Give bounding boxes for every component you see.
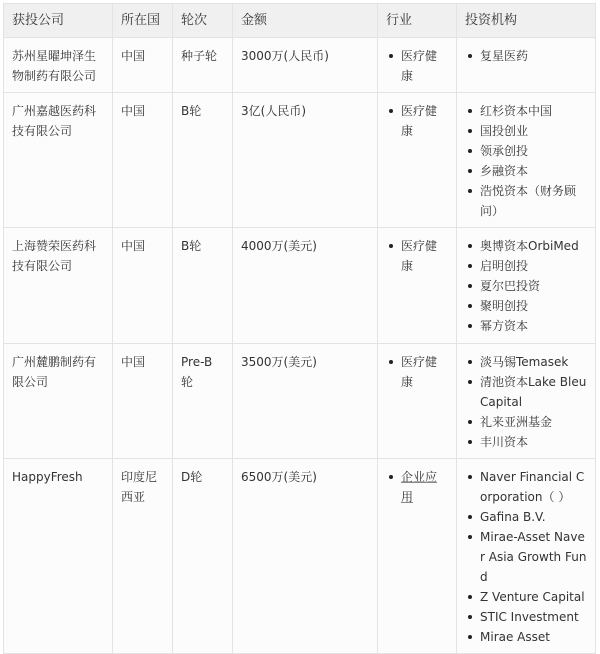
investor-label: Mirae Asset [480, 630, 550, 644]
country-cell: 中国 [113, 38, 173, 93]
investment-table [3, 3, 596, 654]
industry-cell [378, 344, 457, 459]
round-cell: D轮 [173, 459, 233, 654]
industry-label: 医疗健康 [401, 355, 438, 389]
investor-label: 夏尔巴投资 [480, 279, 541, 293]
investors-cell [457, 93, 596, 228]
header-investors: 投资机构 [457, 4, 596, 38]
investor-label: 领承创投 [480, 144, 529, 158]
investor-label: 丰川资本 [480, 435, 529, 449]
investor-label: 国投创业 [480, 124, 529, 138]
industry-list [386, 352, 448, 392]
round-cell: Pre-B轮 [173, 344, 233, 459]
investor-label: 礼来亚洲基金 [480, 415, 553, 429]
round-cell: B轮 [173, 228, 233, 344]
investor-list [465, 467, 587, 647]
bullet-icon [468, 149, 472, 153]
investor-item [465, 256, 587, 276]
investor-label: Gafina B.V. [480, 510, 546, 524]
bullet-icon [468, 109, 472, 113]
investor-item [465, 587, 587, 607]
investor-item [465, 507, 587, 527]
investor-label: 聚明创投 [480, 299, 529, 313]
bullet-icon [468, 189, 472, 193]
investor-item [465, 316, 587, 336]
amount-cell: 4000万(美元) [233, 228, 378, 344]
investor-item [465, 161, 587, 181]
investor-item [465, 412, 587, 432]
bullet-icon [468, 595, 472, 599]
bullet-icon [389, 244, 393, 248]
header-round: 轮次 [173, 4, 233, 38]
header-industry: 行业 [378, 4, 457, 38]
investor-list [465, 236, 587, 336]
industry-list [386, 46, 448, 86]
investor-item [465, 607, 587, 627]
bullet-icon [468, 324, 472, 328]
investor-label: 奥博资本OrbiMed [480, 239, 579, 253]
header-company: 获投公司 [4, 4, 113, 38]
industry-label: 医疗健康 [401, 104, 438, 138]
investment-table-container [3, 3, 595, 654]
investor-list [465, 352, 587, 452]
investor-label: Naver Financial Corporation（ ） [480, 470, 585, 504]
country-cell: 印度尼西亚 [113, 459, 173, 654]
bullet-icon [468, 360, 472, 364]
investor-item [465, 121, 587, 141]
industry-cell [378, 228, 457, 344]
bullet-icon [389, 475, 393, 479]
amount-cell: 6500万(美元) [233, 459, 378, 654]
industry-item[interactable] [386, 467, 448, 507]
investor-item [465, 527, 587, 587]
header-country: 所在国 [113, 4, 173, 38]
company-cell: 上海赞荣医药科技有限公司 [4, 228, 113, 344]
bullet-icon [468, 535, 472, 539]
investor-item [465, 467, 587, 507]
bullet-icon [468, 440, 472, 444]
company-cell: 广州麓鹏制药有限公司 [4, 344, 113, 459]
investor-label: 浩悦资本（财务顾问） [480, 184, 577, 218]
investor-label: Z Venture Capital [480, 590, 585, 604]
bullet-icon [468, 515, 472, 519]
investor-item [465, 276, 587, 296]
country-cell: 中国 [113, 93, 173, 228]
bullet-icon [468, 54, 472, 58]
amount-cell: 3000万(人民币) [233, 38, 378, 93]
investor-item [465, 372, 587, 412]
bullet-icon [389, 54, 393, 58]
table-header-row [4, 4, 596, 38]
company-cell: HappyFresh [4, 459, 113, 654]
bullet-icon [468, 264, 472, 268]
investors-cell [457, 344, 596, 459]
country-cell: 中国 [113, 344, 173, 459]
industry-item [386, 236, 448, 276]
investor-item [465, 181, 587, 221]
investor-item [465, 352, 587, 372]
round-cell: B轮 [173, 93, 233, 228]
investor-label: 清池资本Lake Bleu Capital [480, 375, 587, 409]
bullet-icon [468, 420, 472, 424]
investors-cell [457, 459, 596, 654]
bullet-icon [468, 284, 472, 288]
investor-item [465, 432, 587, 452]
table-row [4, 38, 596, 93]
industry-item [386, 101, 448, 141]
bullet-icon [468, 635, 472, 639]
amount-cell: 3500万(美元) [233, 344, 378, 459]
industry-link[interactable]: 企业应用 [401, 470, 438, 504]
industry-item [386, 46, 448, 86]
country-cell: 中国 [113, 228, 173, 344]
table-row [4, 344, 596, 459]
industry-item [386, 352, 448, 392]
industry-cell [378, 93, 457, 228]
investor-label: 乡融资本 [480, 164, 529, 178]
investors-cell [457, 38, 596, 93]
industry-label: 医疗健康 [401, 239, 438, 273]
investor-item [465, 101, 587, 121]
bullet-icon [389, 109, 393, 113]
industry-cell [378, 38, 457, 93]
table-row [4, 228, 596, 344]
investors-cell [457, 228, 596, 344]
investor-list [465, 101, 587, 221]
bullet-icon [468, 615, 472, 619]
investor-label: 复星医药 [480, 49, 529, 63]
investor-label: 淡马锡Temasek [480, 355, 569, 369]
bullet-icon [468, 129, 472, 133]
table-row [4, 459, 596, 654]
investor-item [465, 46, 587, 66]
investor-item [465, 141, 587, 161]
investor-label: 幂方资本 [480, 319, 529, 333]
header-amount: 金额 [233, 4, 378, 38]
investor-item [465, 296, 587, 316]
industry-list [386, 236, 448, 276]
investor-label: Mirae-Asset Naver Asia Growth Fund [480, 530, 587, 584]
investor-label: 红杉资本中国 [480, 104, 553, 118]
company-cell: 苏州星曜坤泽生物制药有限公司 [4, 38, 113, 93]
investor-label: STIC Investment [480, 610, 579, 624]
amount-cell: 3亿(人民币) [233, 93, 378, 228]
bullet-icon [468, 169, 472, 173]
investor-list [465, 46, 587, 66]
company-cell: 广州嘉越医药科技有限公司 [4, 93, 113, 228]
investor-label: 启明创投 [480, 259, 529, 273]
industry-list [386, 101, 448, 141]
investor-item [465, 627, 587, 647]
round-cell: 种子轮 [173, 38, 233, 93]
bullet-icon [468, 244, 472, 248]
industry-cell [378, 459, 457, 654]
table-row [4, 93, 596, 228]
industry-label: 医疗健康 [401, 49, 438, 83]
industry-list [386, 467, 448, 507]
bullet-icon [389, 360, 393, 364]
bullet-icon [468, 475, 472, 479]
bullet-icon [468, 304, 472, 308]
bullet-icon [468, 380, 472, 384]
investor-item [465, 236, 587, 256]
